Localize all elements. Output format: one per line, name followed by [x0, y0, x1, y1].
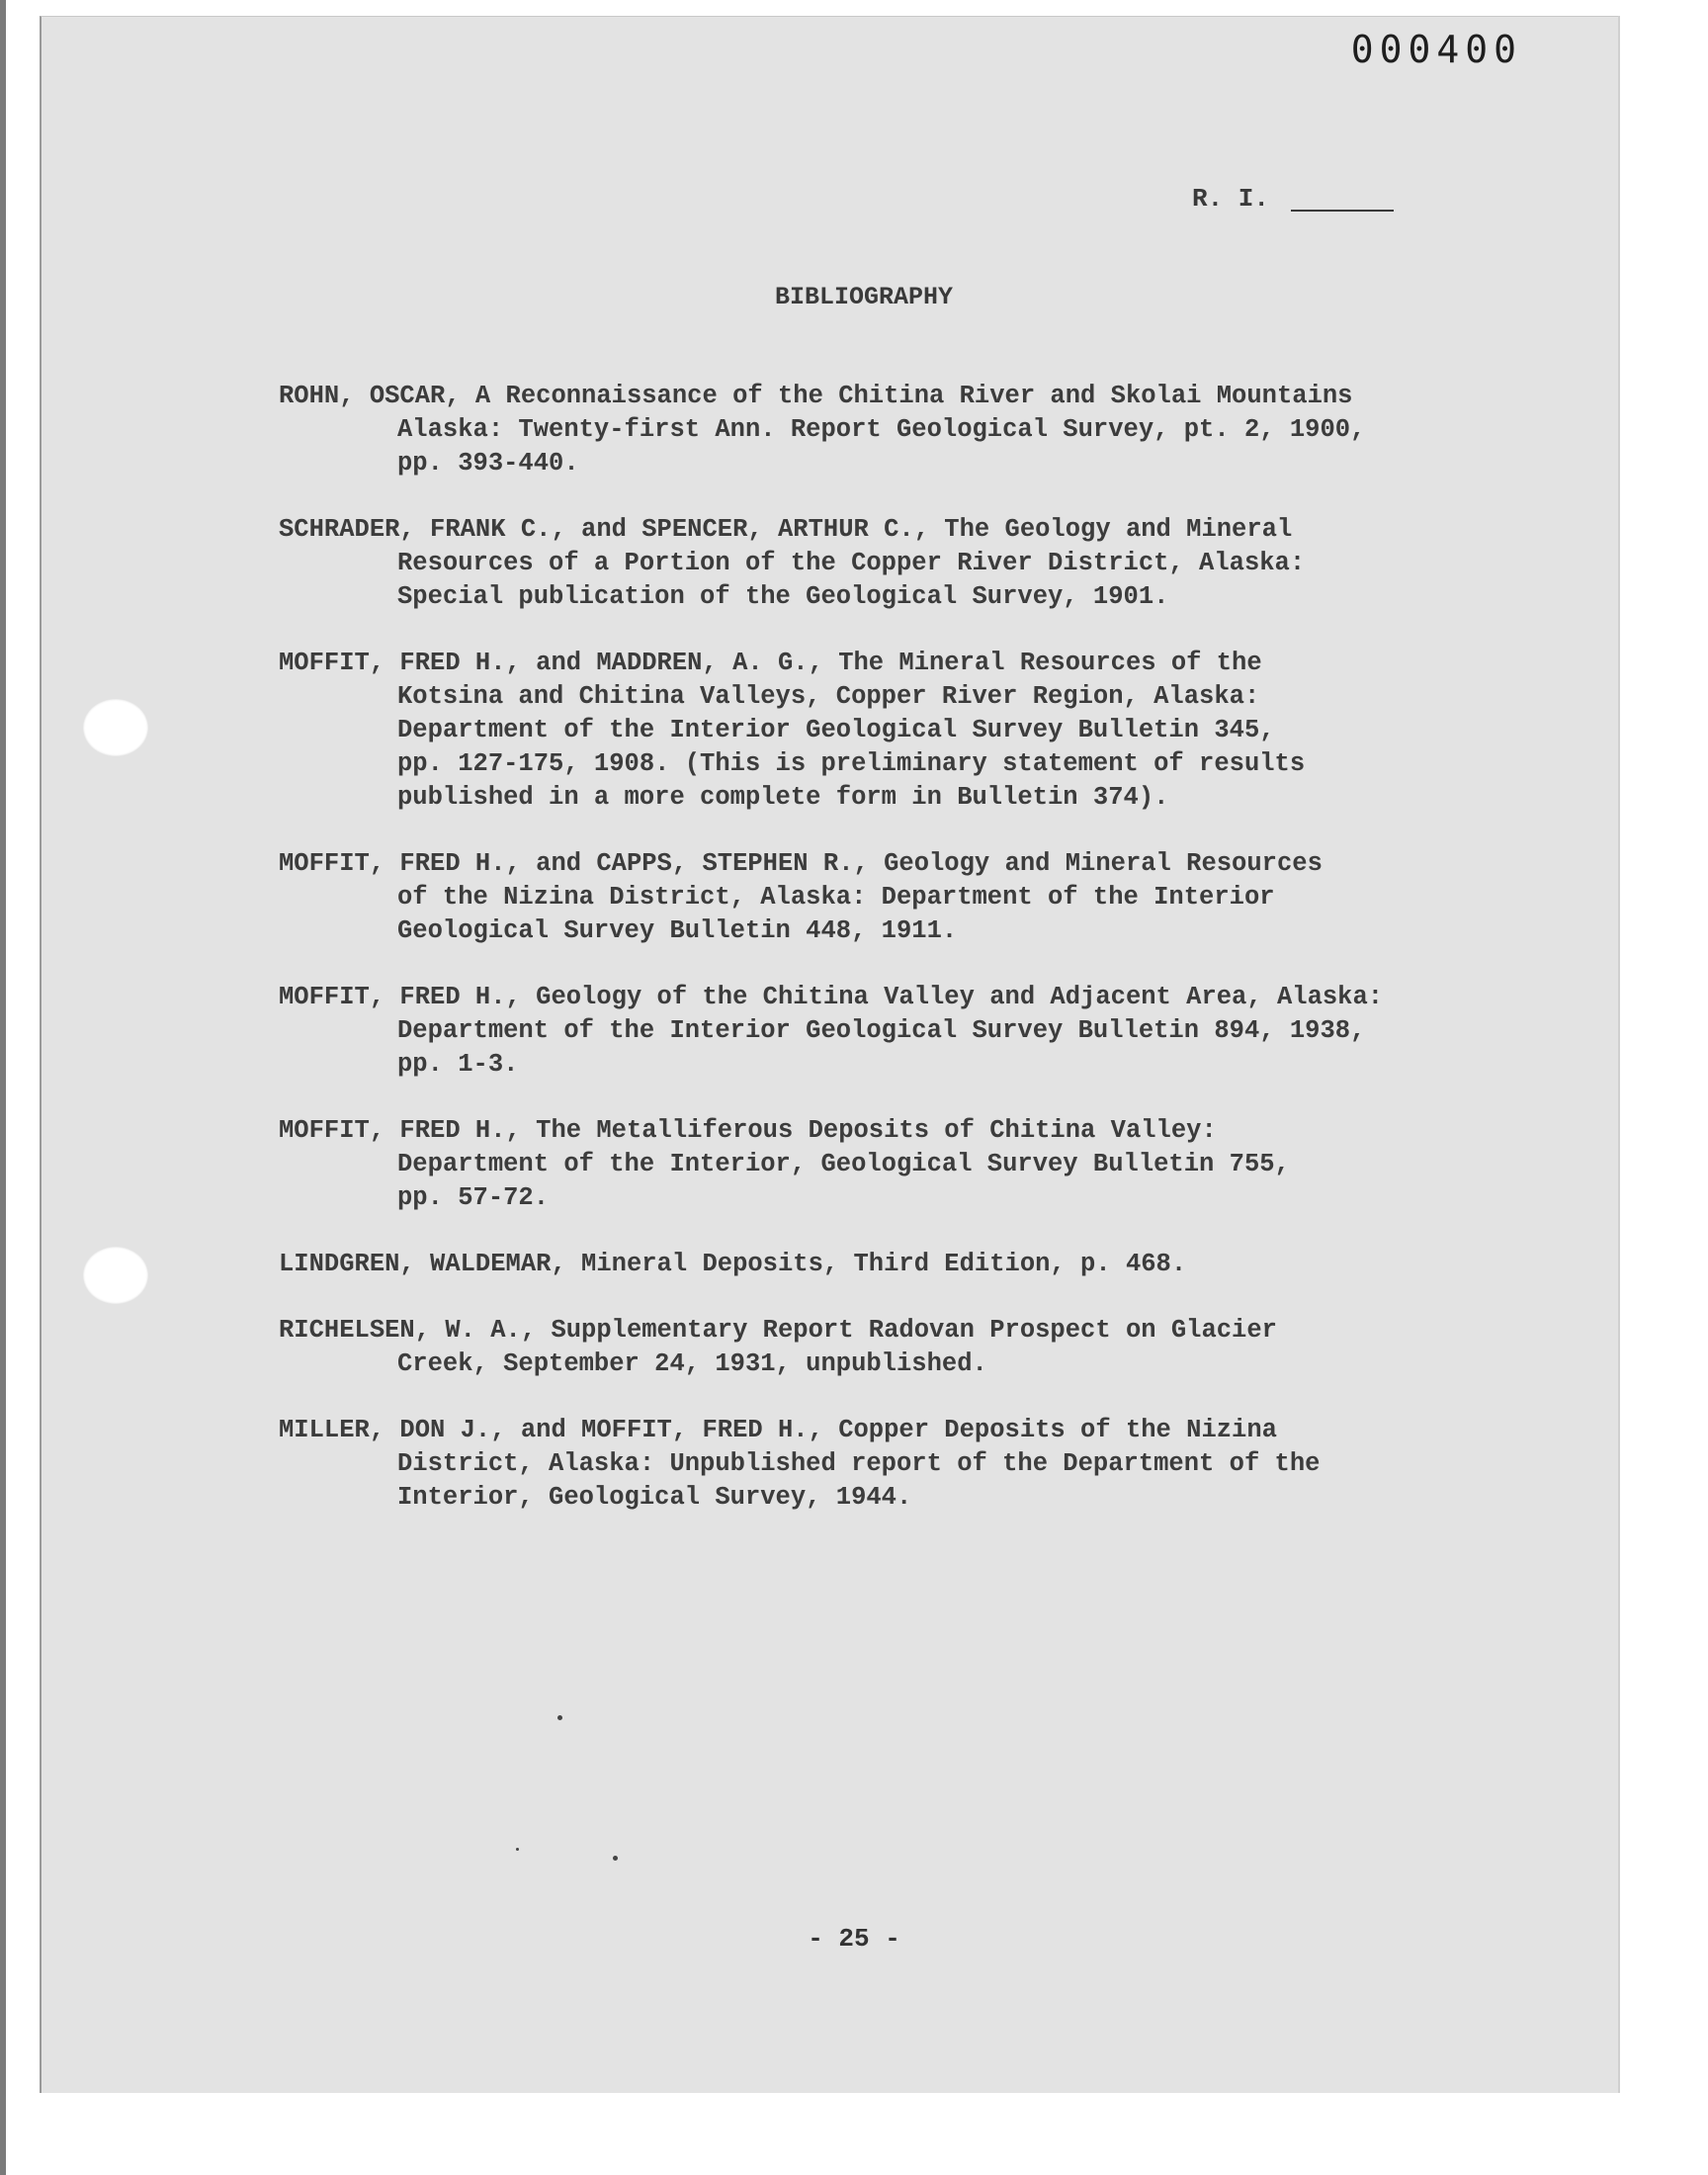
bibliography-list — [279, 380, 1504, 1547]
entry-line: SCHRADER, FRANK C., and SPENCER, ARTHUR C., The Geology and Mineral — [279, 515, 1293, 544]
ri-blank-line — [1291, 210, 1394, 212]
bibliography-entry — [279, 1248, 1504, 1281]
entry-line: of the Nizina District, Alaska: Department of the Interior — [397, 883, 1275, 912]
scan-speck — [516, 1848, 519, 1851]
entry-line: Department of the Interior, Geological Survey Bulletin 755, — [397, 1150, 1290, 1178]
entry-line: MOFFIT, FRED H., and CAPPS, STEPHEN R., Geology and Mineral Resources — [279, 849, 1323, 878]
entry-line: Geological Survey Bulletin 448, 1911. — [397, 916, 958, 945]
scan-speck — [613, 1856, 618, 1861]
ri-label: R. I. — [1192, 184, 1270, 214]
bibliography-entry — [279, 380, 1504, 480]
entry-line: MOFFIT, FRED H., The Metalliferous Deposits of Chitina Valley: — [279, 1116, 1217, 1145]
entry-line: Alaska: Twenty-first Ann. Report Geological Survey, pt. 2, 1900, — [397, 415, 1366, 444]
page-title: BIBLIOGRAPHY — [774, 283, 954, 311]
entry-line: Creek, September 24, 1931, unpublished. — [397, 1349, 987, 1378]
entry-line: ROHN, OSCAR, A Reconnaissance of the Chitina River and Skolai Mountains — [279, 382, 1353, 410]
entry-line: published in a more complete form in Bulletin 374). — [397, 783, 1169, 812]
bibliography-entry — [279, 1114, 1504, 1215]
punch-hole-upper — [83, 699, 148, 756]
bibliography-entry — [279, 1414, 1504, 1515]
entry-line: District, Alaska: Unpublished report of the Department of the — [397, 1449, 1321, 1478]
scan-speck — [557, 1715, 562, 1720]
entry-line: pp. 57-72. — [397, 1183, 550, 1212]
entry-line: Interior, Geological Survey, 1944. — [397, 1483, 912, 1512]
entry-line: pp. 127-175, 1908. (This is preliminary statement of results — [397, 749, 1306, 778]
entry-line: LINDGREN, WALDEMAR, Mineral Deposits, Third Edition, p. 468. — [279, 1250, 1187, 1278]
document-control-number: 000400 — [1350, 28, 1522, 71]
entry-line: MILLER, DON J., and MOFFIT, FRED H., Copper Deposits of the Nizina — [279, 1416, 1277, 1444]
entry-line: Department of the Interior Geological Survey Bulletin 345, — [397, 716, 1275, 744]
bibliography-entry — [279, 847, 1504, 948]
entry-line: Department of the Interior Geological Survey Bulletin 894, 1938, — [397, 1016, 1366, 1045]
entry-line: Kotsina and Chitina Valleys, Copper River Region, Alaska: — [397, 682, 1260, 711]
bibliography-entry — [279, 513, 1504, 614]
entry-line: pp. 1-3. — [397, 1050, 519, 1079]
punch-hole-lower — [83, 1247, 148, 1304]
entry-line: Resources of a Portion of the Copper River District, Alaska: — [397, 549, 1306, 577]
bibliography-entry — [279, 647, 1504, 815]
entry-line: MOFFIT, FRED H., Geology of the Chitina Valley and Adjacent Area, Alaska: — [279, 983, 1384, 1011]
entry-line: MOFFIT, FRED H., and MADDREN, A. G., The Mineral Resources of the — [279, 649, 1262, 677]
scan-edge — [0, 0, 6, 2175]
entry-line: Special publication of the Geological Survey, 1901. — [397, 582, 1169, 611]
entry-line: pp. 393-440. — [397, 449, 579, 478]
bibliography-entry — [279, 1314, 1504, 1381]
entry-line: RICHELSEN, W. A., Supplementary Report Radovan Prospect on Glacier — [279, 1316, 1277, 1345]
bibliography-entry — [279, 981, 1504, 1082]
page-number: - 25 - — [808, 1924, 900, 1954]
